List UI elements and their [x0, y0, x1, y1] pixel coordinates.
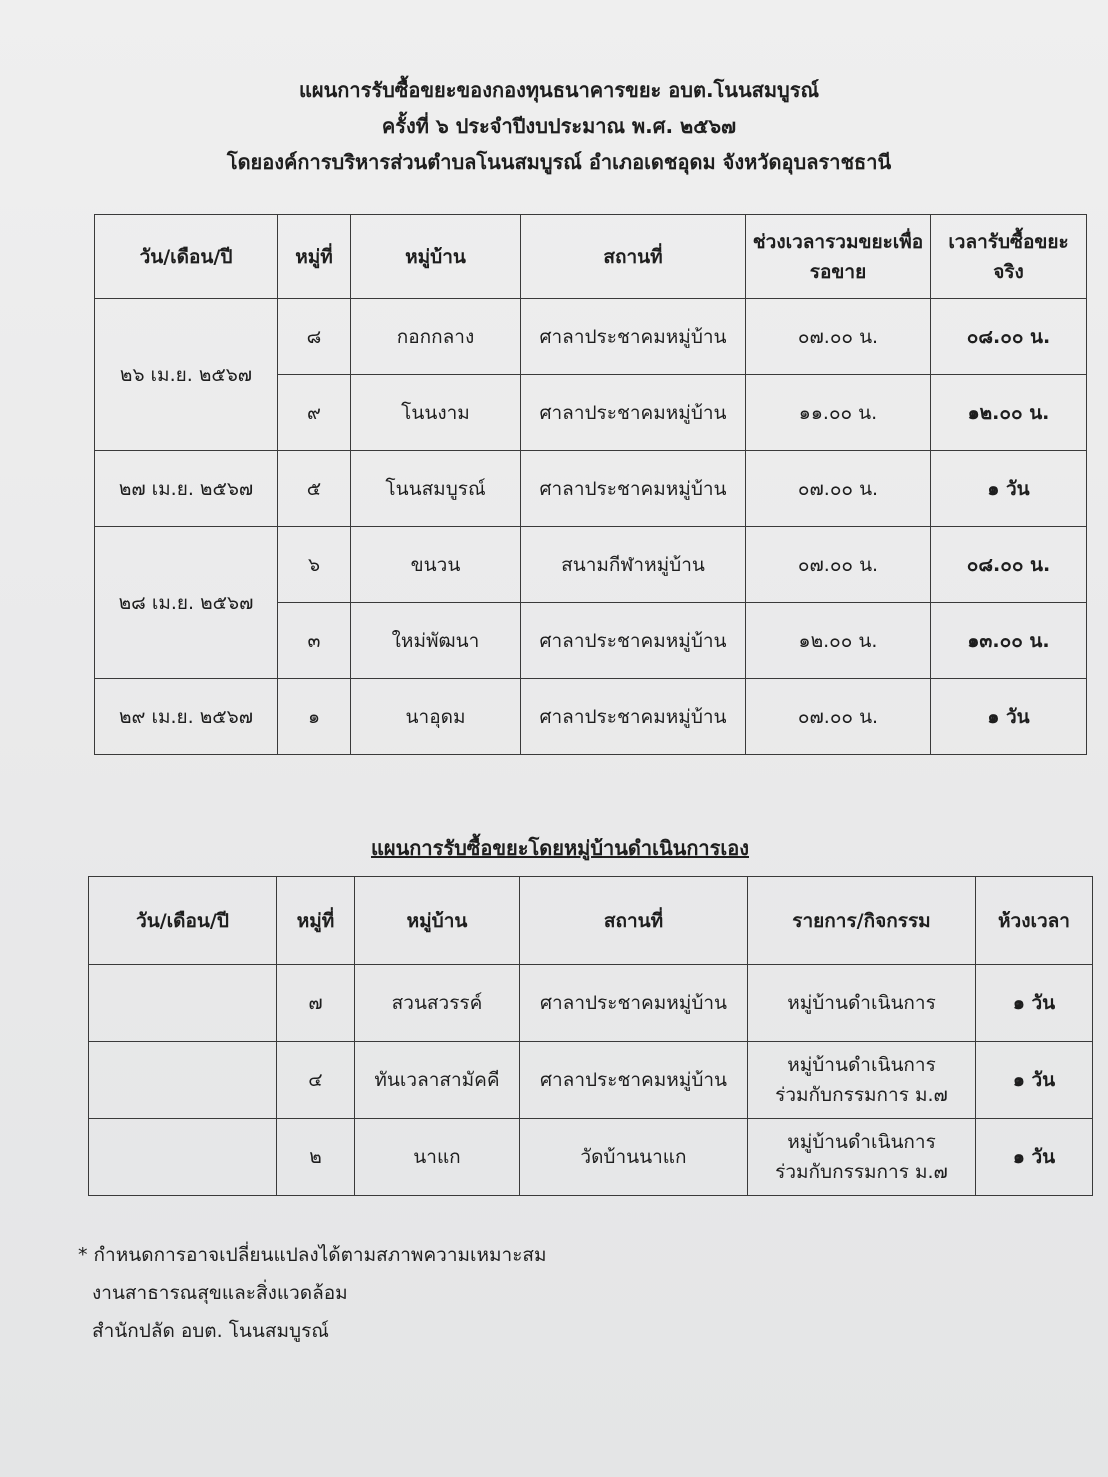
table-row [95, 451, 1087, 527]
footnotes [78, 1236, 547, 1350]
note-line-2: งานสาธารณสุขและสิ่งแวดล้อม [92, 1282, 348, 1304]
buy-time-cell: ๑ วัน [931, 679, 1087, 755]
column-header-place: สถานที่ [521, 215, 746, 299]
column-header-moo: หมู่ที่ [277, 877, 355, 965]
moo-cell: ๔ [277, 1042, 355, 1119]
village-cell: โนนงาม [351, 375, 521, 451]
table-row [89, 1042, 1093, 1119]
buy-time-cell: ๐๘.๐๐ น. [931, 299, 1087, 375]
village-cell: โนนสมบูรณ์ [351, 451, 521, 527]
collect-time-cell: ๐๗.๐๐ น. [746, 527, 931, 603]
column-header-moo: หมู่ที่ [278, 215, 351, 299]
title-line-3: โดยองค์การบริหารส่วนตำบลโนนสมบูรณ์ อำเภอเดชอุดม จังหวัดอุบลราชธานี [226, 150, 892, 174]
activity-cell [748, 965, 976, 1042]
place-cell: ศาลาประชาคมหมู่บ้าน [520, 1042, 748, 1119]
period-cell: ๑ วัน [976, 1042, 1093, 1119]
activity-line-1: หมู่บ้านดำเนินการ [787, 1054, 936, 1076]
title-line-2: ครั้งที่ ๖ ประจำปีงบประมาณ พ.ศ. ๒๕๖๗ [381, 114, 737, 138]
date-cell [89, 965, 277, 1042]
table-row [89, 965, 1093, 1042]
date-cell [89, 1119, 277, 1196]
schedule-table-village [88, 876, 1093, 1196]
place-cell: ศาลาประชาคมหมู่บ้าน [520, 965, 748, 1042]
table-header-row [95, 215, 1087, 299]
place-cell: สนามกีฬาหมู่บ้าน [521, 527, 746, 603]
collect-time-cell: ๐๗.๐๐ น. [746, 451, 931, 527]
date-cell: ๒๗ เม.ย. ๒๕๖๗ [95, 451, 278, 527]
period-cell: ๑ วัน [976, 1119, 1093, 1196]
activity-cell [748, 1119, 976, 1196]
date-cell: ๒๖ เม.ย. ๒๕๖๗ [95, 299, 278, 451]
collect-time-cell: ๑๒.๐๐ น. [746, 603, 931, 679]
activity-cell [748, 1042, 976, 1119]
buy-time-cell: ๑๓.๐๐ น. [931, 603, 1087, 679]
table-row [95, 527, 1087, 603]
date-cell [89, 1042, 277, 1119]
activity-line-2: ร่วมกับกรรมการ ม.๗ [775, 1161, 948, 1183]
place-cell: วัดบ้านนาแก [520, 1119, 748, 1196]
column-header-buy-time: เวลารับซื้อขยะจริง [931, 215, 1087, 299]
activity-line-1: หมู่บ้านดำเนินการ [787, 1131, 936, 1153]
column-header-period: ห้วงเวลา [976, 877, 1093, 965]
village-cell: ขนวน [351, 527, 521, 603]
period-cell: ๑ วัน [976, 965, 1093, 1042]
note-line-3: สำนักปลัด อบต. โนนสมบูรณ์ [92, 1320, 329, 1342]
note-line-1: * กำหนดการอาจเปลี่ยนแปลงได้ตามสภาพความเหมาะสม [78, 1244, 547, 1266]
moo-cell: ๙ [278, 375, 351, 451]
activity-line-2: ร่วมกับกรรมการ ม.๗ [775, 1084, 948, 1106]
buy-time-cell: ๑๒.๐๐ น. [931, 375, 1087, 451]
table-row [89, 1119, 1093, 1196]
moo-cell: ๒ [277, 1119, 355, 1196]
village-cell: นาอุดม [351, 679, 521, 755]
column-header-date: วัน/เดือน/ปี [95, 215, 278, 299]
moo-cell: ๗ [277, 965, 355, 1042]
column-header-village: หมู่บ้าน [355, 877, 520, 965]
column-header-place: สถานที่ [520, 877, 748, 965]
collect-time-cell: ๐๗.๐๐ น. [746, 299, 931, 375]
schedule-table-bank [94, 214, 1087, 755]
village-cell: กอกกลาง [351, 299, 521, 375]
village-cell: สวนสวรรค์ [355, 965, 520, 1042]
document-header [0, 72, 1108, 180]
buy-time-cell: ๐๘.๐๐ น. [931, 527, 1087, 603]
column-header-date: วัน/เดือน/ปี [89, 877, 277, 965]
village-cell: ใหม่พัฒนา [351, 603, 521, 679]
moo-cell: ๖ [278, 527, 351, 603]
place-cell: ศาลาประชาคมหมู่บ้าน [521, 299, 746, 375]
place-cell: ศาลาประชาคมหมู่บ้าน [521, 375, 746, 451]
section-subtitle: แผนการรับซื้อขยะโดยหมู่บ้านดำเนินการเอง [370, 836, 750, 860]
moo-cell: ๓ [278, 603, 351, 679]
place-cell: ศาลาประชาคมหมู่บ้าน [521, 603, 746, 679]
village-cell: ทันเวลาสามัคคี [355, 1042, 520, 1119]
buy-time-cell: ๑ วัน [931, 451, 1087, 527]
table-row [95, 679, 1087, 755]
table-row [95, 299, 1087, 375]
column-header-village: หมู่บ้าน [351, 215, 521, 299]
date-cell: ๒๙ เม.ย. ๒๕๖๗ [95, 679, 278, 755]
column-header-collect-time: ช่วงเวลารวมขยะเพื่อรอขาย [746, 215, 931, 299]
place-cell: ศาลาประชาคมหมู่บ้าน [521, 679, 746, 755]
table-header-row [89, 877, 1093, 965]
village-cell: นาแก [355, 1119, 520, 1196]
column-header-activity: รายการ/กิจกรรม [748, 877, 976, 965]
moo-cell: ๑ [278, 679, 351, 755]
moo-cell: ๘ [278, 299, 351, 375]
collect-time-cell: ๑๑.๐๐ น. [746, 375, 931, 451]
moo-cell: ๕ [278, 451, 351, 527]
place-cell: ศาลาประชาคมหมู่บ้าน [521, 451, 746, 527]
date-cell: ๒๘ เม.ย. ๒๕๖๗ [95, 527, 278, 679]
activity-line-1: หมู่บ้านดำเนินการ [787, 992, 936, 1014]
collect-time-cell: ๐๗.๐๐ น. [746, 679, 931, 755]
title-line-1: แผนการรับซื้อขยะของกองทุนธนาคารขยะ อบต.โนนสมบูรณ์ [298, 78, 820, 102]
